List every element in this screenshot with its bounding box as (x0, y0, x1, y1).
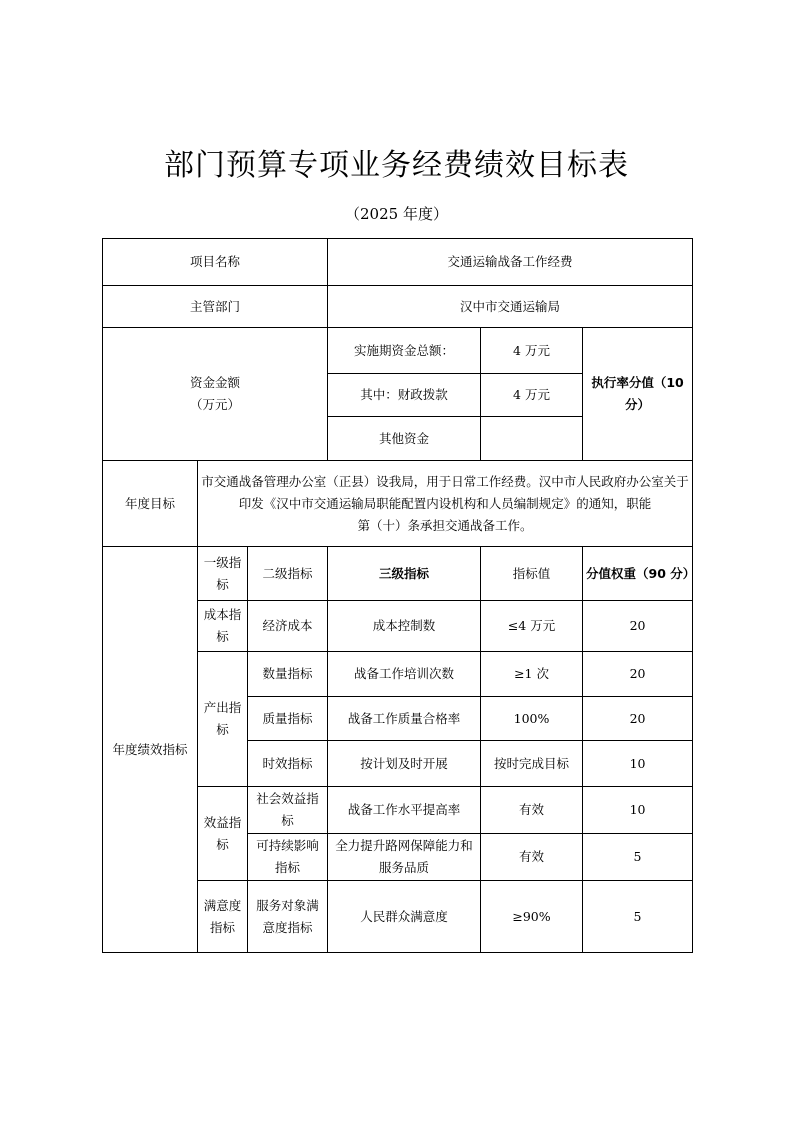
funds-other-label: 其他资金 (328, 417, 481, 461)
year-subtitle: （2025 年度） (345, 205, 448, 223)
annual-goal-last-line: 第（十）条承担交通战备工作。 (357, 517, 533, 533)
weight-cell: 5 (583, 834, 693, 881)
weight-cell: 10 (583, 741, 693, 787)
satisfaction-indicator-cell: 满意度指标 (198, 881, 248, 953)
level2-cell: 经济成本 (248, 601, 328, 652)
weight-cell: 20 (583, 652, 693, 697)
level3-cell: 全力提升路网保障能力和服务品质 (328, 834, 481, 881)
weight-cell: 20 (583, 697, 693, 741)
funds-total-label: 实施期资金总额： (328, 328, 481, 374)
level3-cell: 人民群众满意度 (328, 881, 481, 953)
page-title: 部门预算专项业务经费绩效目标表 (164, 148, 629, 183)
annual-goal-row (103, 461, 693, 547)
benefit-indicator-cell: 效益指标 (198, 787, 248, 881)
level3-cell: 按计划及时开展 (328, 741, 481, 787)
level2-cell: 数量指标 (248, 652, 328, 697)
performance-table (102, 238, 696, 953)
value-cell: 100% (481, 697, 583, 741)
project-name-value: 交通运输战备工作经费 (328, 239, 693, 286)
funds-other-value (481, 417, 583, 461)
value-cell: ≤4 万元 (481, 601, 583, 652)
value-cell: ≥90% (481, 881, 583, 953)
weight-cell: 5 (583, 881, 693, 953)
annual-goal-label: 年度目标 (103, 461, 198, 547)
header-value: 指标值 (481, 547, 583, 601)
level3-cell: 战备工作水平提高率 (328, 787, 481, 834)
level3-cell: 成本控制数 (328, 601, 481, 652)
header-level3: 三级指标 (328, 547, 481, 601)
value-cell: 按时完成目标 (481, 741, 583, 787)
level2-cell: 可持续影响指标 (248, 834, 328, 881)
dept-row (103, 286, 693, 328)
level2-cell: 质量指标 (248, 697, 328, 741)
level3-cell: 战备工作质量合格率 (328, 697, 481, 741)
value-cell: ≥1 次 (481, 652, 583, 697)
indicator-header-row (103, 547, 693, 601)
exec-rate-score: 执行率分值（10分） (583, 328, 693, 461)
weight-cell: 20 (583, 601, 693, 652)
level2-cell: 服务对象满意度指标 (248, 881, 328, 953)
project-name-row (103, 239, 693, 286)
level2-cell: 时效指标 (248, 741, 328, 787)
indicators-label: 年度绩效指标 (103, 547, 198, 953)
funds-label (103, 328, 328, 461)
dept-value: 汉中市交通运输局 (328, 286, 693, 328)
dept-label: 主管部门 (103, 286, 328, 328)
output-indicator-cell: 产出指标 (198, 652, 248, 787)
funds-row-total (103, 328, 693, 374)
funds-label-line1: 资金金额 (190, 375, 241, 390)
funds-total-value: 4 万元 (481, 328, 583, 374)
value-cell: 有效 (481, 787, 583, 834)
funds-label-line2: （万元） (190, 397, 241, 412)
funds-fiscal-value: 4 万元 (481, 374, 583, 417)
funds-fiscal-label: 其中：财政拨款 (328, 374, 481, 417)
annual-goal-body: 市交通战备管理办公室（正县）设我局，用于日常工作经费。汉中市人民政府办公室关于印发《汉中市交通运输局职能配置内设机构和人员编制规定》的通知，职能 (201, 473, 689, 511)
cost-indicator-cell: 成本指标 (198, 601, 248, 652)
annual-goal-text (198, 461, 693, 547)
header-weight: 分值权重（90 分） (583, 547, 693, 601)
project-name-label: 项目名称 (103, 239, 328, 286)
header-level2: 二级指标 (248, 547, 328, 601)
weight-cell: 10 (583, 787, 693, 834)
header-level1: 一级指标 (198, 547, 248, 601)
level3-cell: 战备工作培训次数 (328, 652, 481, 697)
level2-cell: 社会效益指标 (248, 787, 328, 834)
value-cell: 有效 (481, 834, 583, 881)
